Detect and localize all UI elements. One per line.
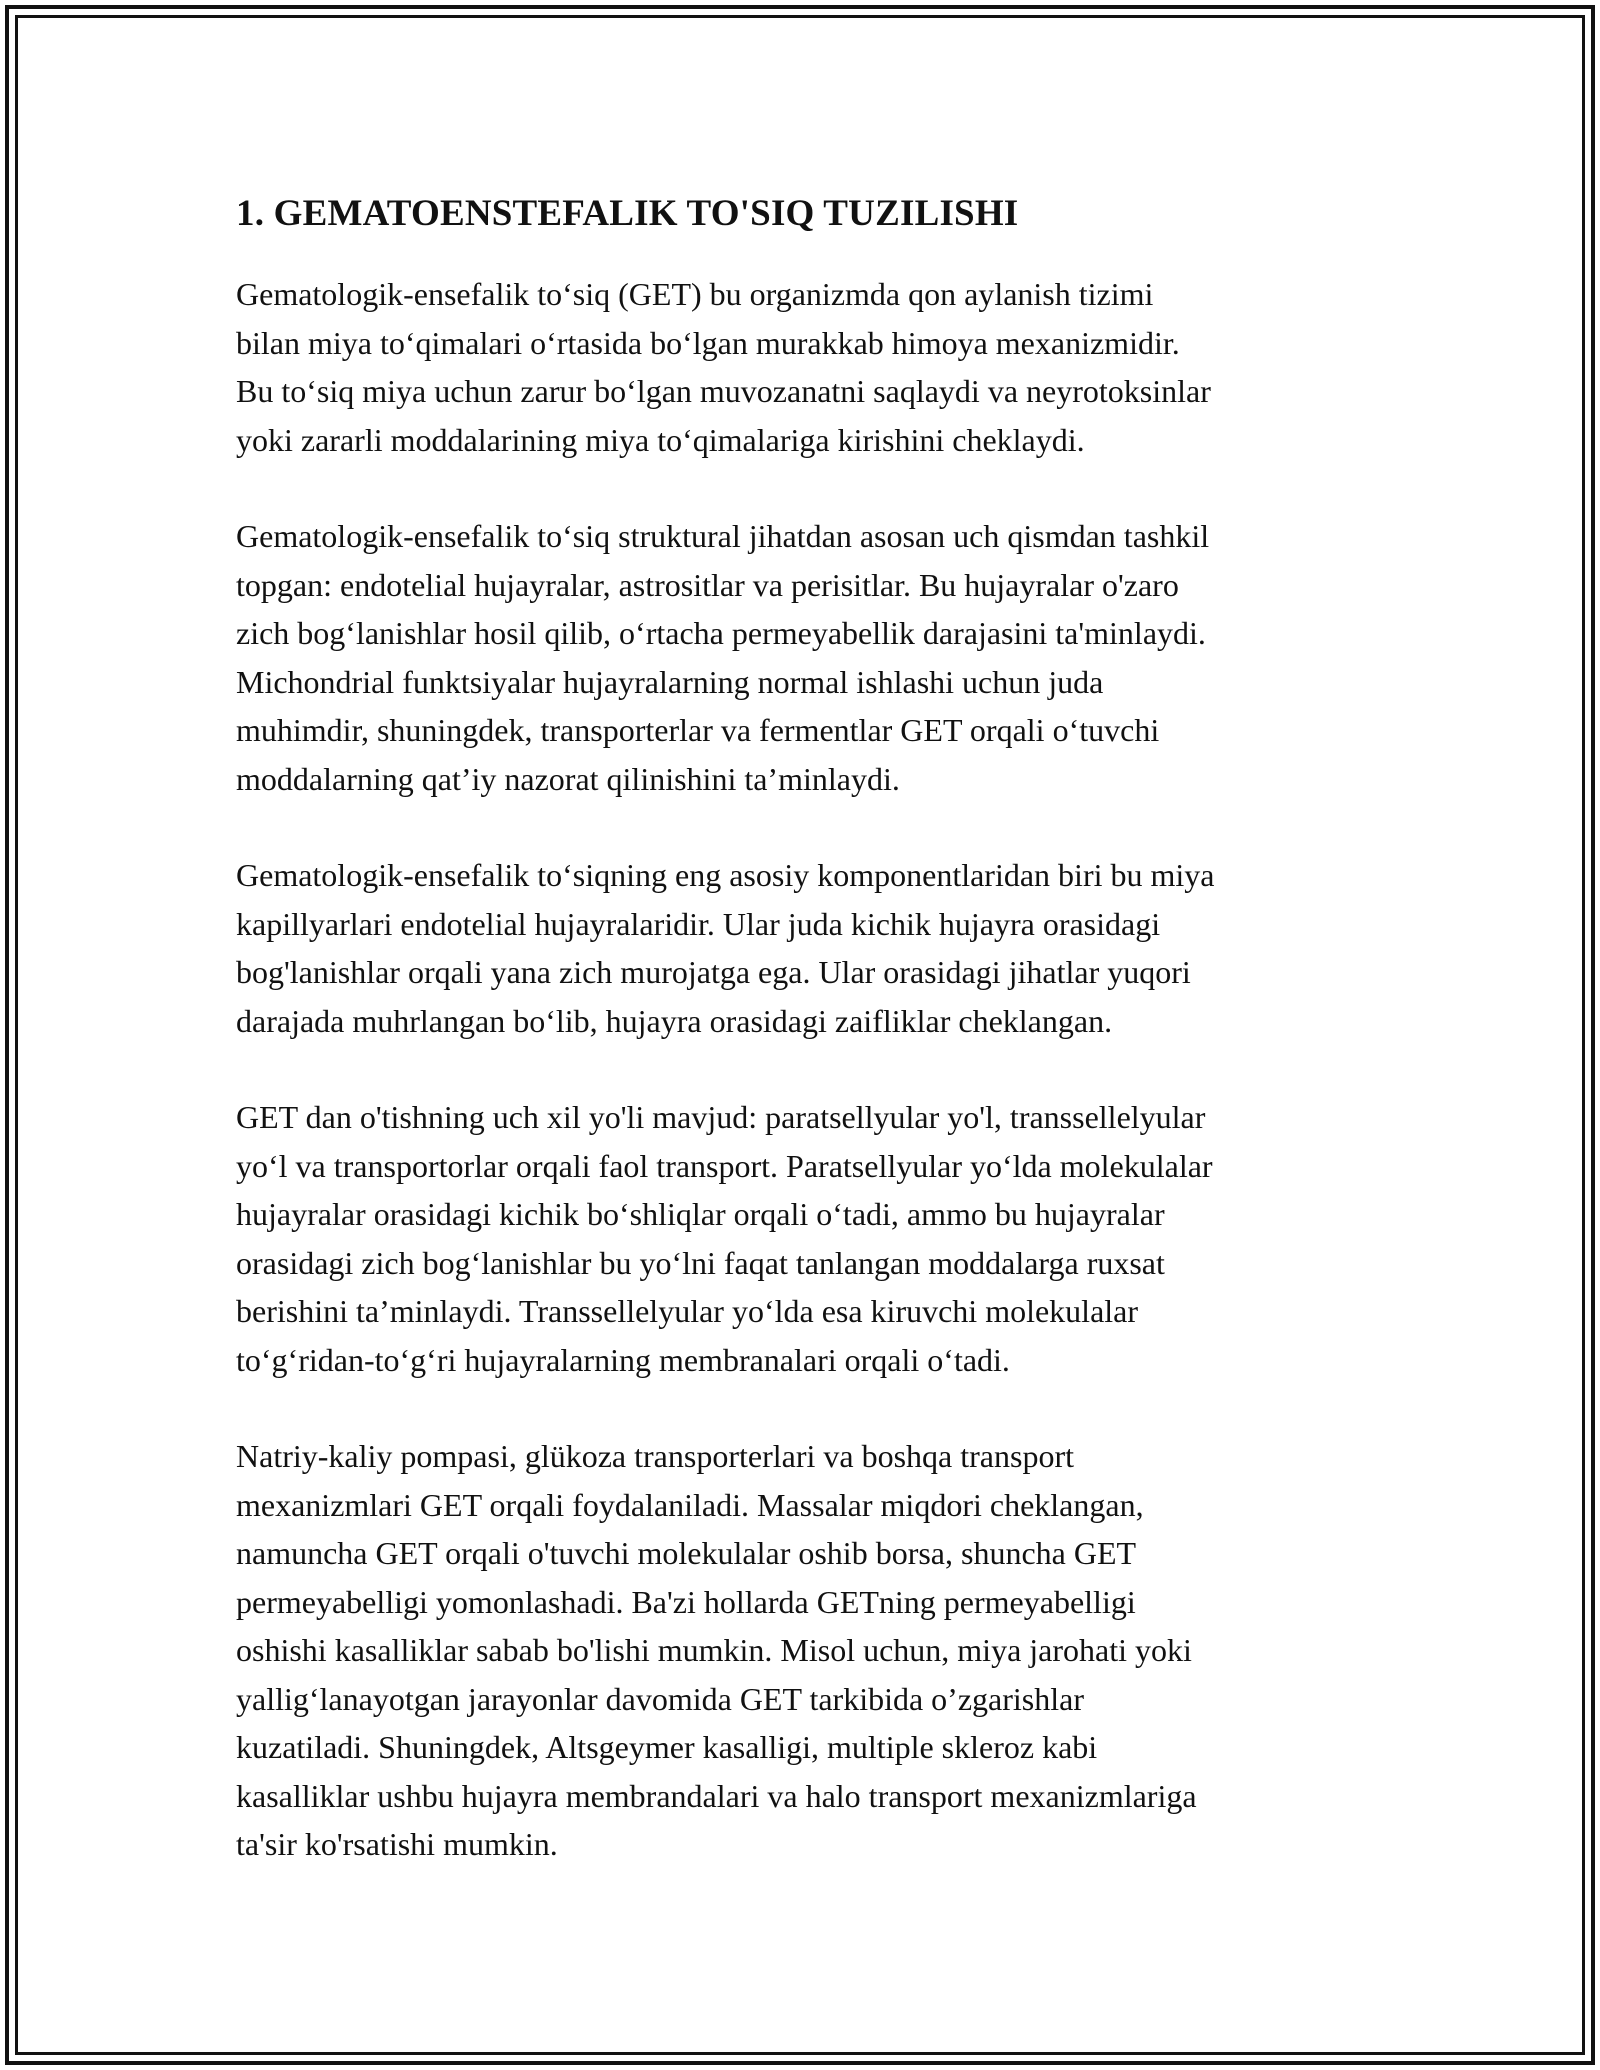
text-line: kasalliklar ushbu hujayra membrandalari va halo transport mexanizmlariga: [236, 1777, 1197, 1814]
text-line: ta'sir ko'rsatishi mumkin.: [236, 1826, 558, 1862]
text-line: kuzatiladi. Shuningdek, Altsgeymer kasalligi, multiple skleroz kabi: [236, 1729, 1098, 1765]
text-line: kapillyarlari endotelial hujayralaridir. Ular juda kichik hujayra orasidagi: [236, 905, 1161, 942]
text-line: berishini ta’minlaydi. Transsellelyular yo‘lda esa kiruvchi molekulalar: [236, 1293, 1139, 1329]
text-line: GET dan o'tishning uch xil yo'li mavjud: paratsellyular yo'l, transsellelyular: [236, 1099, 1206, 1135]
document-body: [236, 186, 1366, 1917]
text-line: hujayralar orasidagi kichik bo‘shliqlar orqali o‘tadi, ammo bu hujayralar: [236, 1196, 1165, 1232]
text-line: mexanizmlari GET orqali foydalaniladi. Massalar miqdori cheklangan,: [236, 1486, 1144, 1523]
paragraph-5: [236, 1432, 1366, 1869]
text-line: orasidagi zich bog‘lanishlar bu yo‘lni faqat tanlangan moddalarga ruxsat: [236, 1244, 1165, 1281]
text-line: yallig‘lanayotgan jarayonlar davomida GET tarkibida o’zgarishlar: [236, 1680, 1084, 1717]
text-line: topgan: endotelial hujayralar, astrositlar va perisitlar. Bu hujayralar o'zaro: [236, 566, 1179, 603]
text-line: yo‘l va transportorlar orqali faol transport. Paratsellyular yo‘lda molekulalar: [236, 1147, 1213, 1184]
text-line: Bu to‘siq miya uchun zarur bo‘lgan muvozanatni saqlaydi va neyrotoksinlar: [236, 373, 1211, 409]
text-line: darajada muhrlangan bo‘lib, hujayra orasidagi zaifliklar cheklangan.: [236, 1002, 1113, 1039]
text-line: moddalarning qat’iy nazorat qilinishini ta’minlaydi.: [236, 760, 900, 797]
text-line: yoki zararli moddalarining miya to‘qimalariga kirishini cheklaydi.: [236, 421, 1085, 458]
text-line: Gematologik-ensefalik to‘siq struktural jihatdan asosan uch qismdan tashkil: [236, 518, 1210, 554]
text-line: Gematologik-ensefalik to‘siqning eng asosiy komponentlaridan biri bu miya: [236, 857, 1215, 893]
paragraph-3: [236, 851, 1366, 1045]
text-line: permeyabelligi yomonlashadi. Ba'zi hollarda GETning permeyabelligi: [236, 1583, 1136, 1620]
paragraph-4: [236, 1093, 1366, 1384]
text-line: namuncha GET orqali o'tuvchi molekulalar oshib borsa, shuncha GET: [236, 1535, 1137, 1571]
paragraph-2: [236, 512, 1366, 803]
text-line: to‘g‘ridan-to‘g‘ri hujayralarning membranalari orqali o‘tadi.: [236, 1341, 1010, 1378]
text-line: zich bog‘lanishlar hosil qilib, o‘rtacha permeyabellik darajasini ta'minlaydi.: [236, 615, 1206, 651]
paragraph-1: [236, 270, 1366, 464]
text-line: bog'lanishlar orqali yana zich murojatga ega. Ular orasidagi jihatlar yuqori: [236, 954, 1191, 990]
text-line: Michondrial funktsiyalar hujayralarning normal ishlashi uchun juda: [236, 663, 1104, 700]
text-line: muhimdir, shuningdek, transporterlar va fermentlar GET orqali o‘tuvchi: [236, 712, 1160, 748]
text-line: oshishi kasalliklar sabab bo'lishi mumkin. Misol uchun, miya jarohati yoki: [236, 1632, 1192, 1668]
text-line: bilan miya to‘qimalari o‘rtasida bo‘lgan murakkab himoya mexanizmidir.: [236, 324, 1180, 361]
text-line: Gematologik-ensefalik to‘siq (GET) bu organizmda qon aylanish tizimi: [236, 276, 1154, 312]
document-title: 1. GEMATOENSTEFALIK TO'SIQ TUZILISHI: [236, 193, 1019, 234]
text-line: Natriy-kaliy pompasi, glükoza transporterlari va boshqa transport: [236, 1438, 1074, 1474]
